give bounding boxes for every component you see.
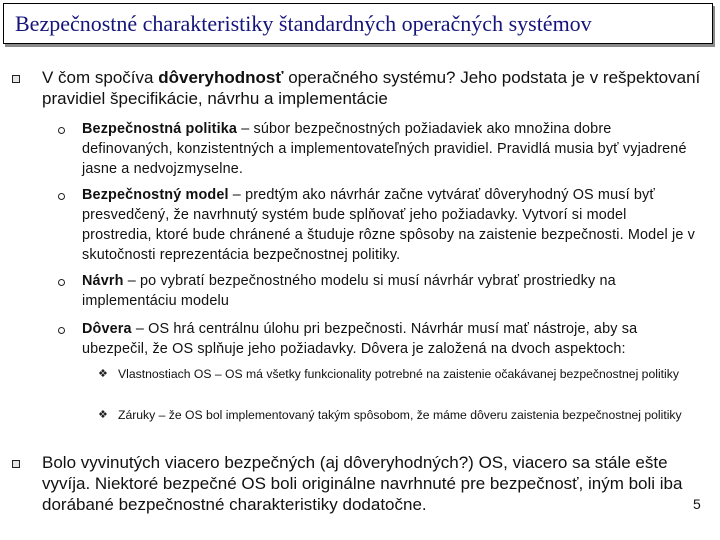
bold-term: Bezpečnostný model (82, 187, 229, 203)
slide-title-box (3, 3, 713, 44)
subsub-bullet-text: Záruky – že OS bol implementovaný takým spôsobom, že máme dôveru zaistenia bezpečnostnej politiky (118, 408, 682, 422)
slide-title: Bezpečnostné charakteristiky štandardných operačných systémov (15, 10, 592, 36)
circle-bullet-icon (58, 327, 65, 334)
circle-bullet-icon (58, 279, 65, 286)
sub-bullet-text: Návrh – po vybratí bezpečnostného modelu si musí návrhár vybrať prostriedky na implementáciu modelu (82, 273, 616, 309)
sub-bullet-design (58, 271, 698, 311)
bold-term: Dôvera (82, 321, 132, 337)
bullet-trustworthiness (12, 67, 712, 109)
sub-bullet-security-policy (58, 119, 698, 179)
diamond-bullet-icon: ❖ (98, 368, 108, 380)
square-bullet-icon (12, 460, 20, 468)
subsub-bullet-os-properties (98, 366, 698, 383)
bold-term: dôveryhodnosť (158, 68, 284, 87)
sub-bullet-text: Bezpečnostný model – predtým ako návrhár začne vytvárať dôveryhodný OS musí byť presvedčený, že navrhnutý systém bude splňovať jeho požiadavky. Vytvorí si model prostredia, ktoré bude chránené a študuje rôzne spôsoby na zaistenie bezpečnosti. Model je v skutočnosti reprezentácia bezpečnostnej politiky. (82, 187, 695, 263)
bullet-secure-os (12, 452, 692, 515)
sub-bullet-trust (58, 319, 698, 359)
subsub-bullet-text: Vlastnostiach OS – OS má všetky funkcionality potrebné na zaistenie očakávanej bezpečnostnej politiky (118, 367, 679, 381)
bold-term: Návrh (82, 273, 124, 289)
page-number: 5 (693, 496, 701, 512)
circle-bullet-icon (58, 193, 65, 200)
bullet-text: V čom spočíva dôveryhodnosť operačného systému? Jeho podstata je v rešpektovaní pravidiel špecifikácie, návrhu a implementácie (42, 68, 701, 108)
diamond-bullet-icon: ❖ (98, 409, 108, 421)
bullet-text: Bolo vyvinutých viacero bezpečných (aj dôveryhodných?) OS, viacero sa stále ešte vyvíja. Niektoré bezpečné OS boli originálne navrhnuté pre bezpečnosť, iným boli iba dorábané bezpečnostné charakteristiky dodatočne. (42, 453, 683, 514)
square-bullet-icon (12, 75, 20, 83)
circle-bullet-icon (58, 127, 65, 134)
bold-term: Bezpečnostná politika (82, 121, 238, 137)
subsub-bullet-assurance (98, 407, 698, 424)
sub-bullet-security-model (58, 185, 698, 265)
sub-bullet-text: Bezpečnostná politika – súbor bezpečnostných požiadaviek ako množina dobre definovaných, konzistentných a implementovateľných pravidiel. Pravidlá musia byť vyjadrené jasne a nedvojzmyselne. (82, 121, 687, 177)
sub-bullet-text: Dôvera – OS hrá centrálnu úlohu pri bezpečnosti. Návrhár musí mať nástroje, aby sa ubezpečil, že OS splňuje jeho požiadavky. Dôvera je založená na dvoch aspektoch: (82, 321, 638, 357)
